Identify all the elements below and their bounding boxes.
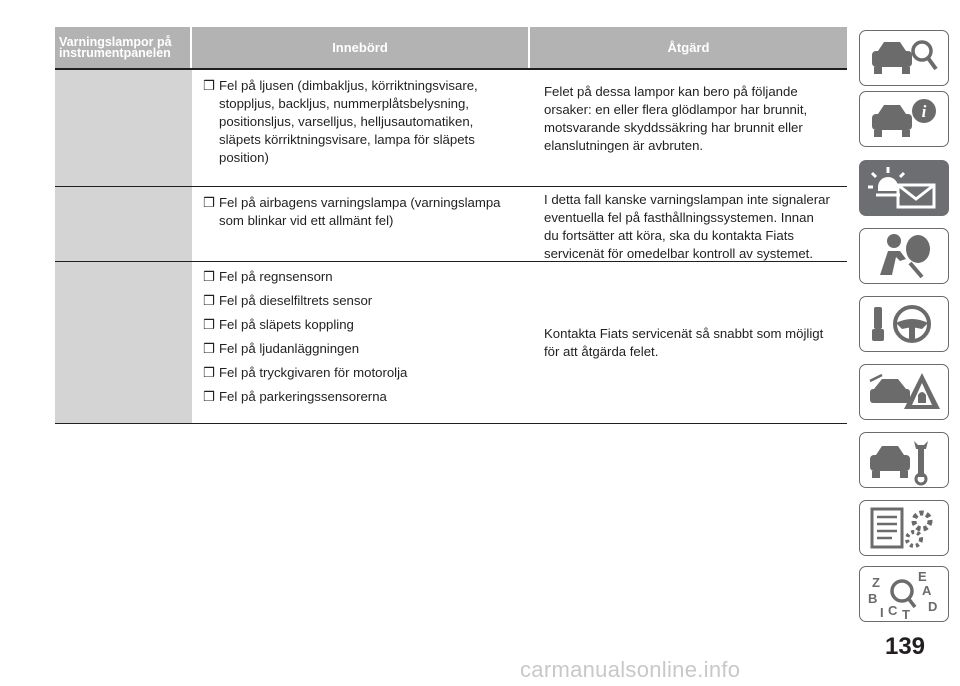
section-tab[interactable] bbox=[859, 432, 949, 488]
text-line: elanslutningen är avbruten. bbox=[544, 138, 704, 153]
airbag-person-icon bbox=[860, 229, 948, 283]
text-line: Fel på ljudanläggningen bbox=[219, 341, 360, 356]
meaning-text bbox=[219, 388, 387, 406]
text-line: servicenät för omedelbar kontroll av systemet. bbox=[544, 246, 813, 261]
text-line: orsaker: en eller flera glödlampor har brunnit, bbox=[544, 102, 808, 117]
header-warning-lights: Varningslampor på instrumentpanelen bbox=[59, 34, 172, 60]
svg-text:D: D bbox=[928, 599, 938, 614]
text-line: Fel på dieselfiltrets sensor bbox=[219, 293, 373, 308]
svg-text:T: T bbox=[902, 607, 910, 621]
warning-light-cell bbox=[55, 262, 192, 423]
meaning-text bbox=[219, 77, 478, 167]
alphabet-index-icon bbox=[860, 567, 948, 621]
section-tab[interactable] bbox=[859, 160, 949, 216]
text-line: Fel på tryckgivaren för motorolja bbox=[219, 365, 408, 380]
action-cell bbox=[544, 83, 849, 155]
car-wrench-icon bbox=[860, 433, 948, 487]
car-warning-triangle-icon bbox=[860, 365, 948, 419]
meaning-item bbox=[203, 340, 533, 358]
checkbox-bullet-icon: ❒ bbox=[203, 389, 215, 404]
meaning-item bbox=[203, 364, 533, 382]
meaning-item bbox=[203, 388, 533, 406]
meaning-item bbox=[203, 77, 533, 167]
text-line: Kontakta Fiats servicenät så snabbt som möjligt bbox=[544, 325, 824, 341]
section-tab[interactable] bbox=[859, 296, 949, 352]
text-line: Fel på airbagens varningslampa (varningslampa bbox=[219, 195, 501, 210]
text-line: positionsljus, varselljus, helljusautomatiken, bbox=[219, 114, 474, 129]
meaning-text bbox=[219, 340, 359, 358]
text-line: eventuella fel på fasthållningssystemen. Innan bbox=[544, 210, 814, 225]
action-cell bbox=[544, 191, 849, 263]
meaning-item bbox=[203, 194, 533, 230]
meaning-cell bbox=[203, 268, 533, 412]
warning-light-cell bbox=[55, 187, 192, 261]
text-line: motsvarande skyddssäkring har brunnit eller bbox=[544, 120, 803, 135]
svg-text:i: i bbox=[921, 102, 927, 121]
checkbox-bullet-icon: ❒ bbox=[203, 365, 215, 380]
text-line: som blinkar vid ett allmänt fel) bbox=[219, 213, 394, 228]
table-row bbox=[55, 262, 847, 424]
text-line: Fel på släpets koppling bbox=[219, 317, 354, 332]
text-line: Fel på parkeringssensorerna bbox=[219, 389, 387, 404]
text-line: för att åtgärda felet. bbox=[544, 343, 659, 359]
meaning-item bbox=[203, 268, 533, 286]
table-row bbox=[55, 187, 847, 262]
meaning-text bbox=[219, 292, 372, 310]
checkbox-bullet-icon: ❒ bbox=[203, 195, 215, 210]
steering-wheel-key-icon bbox=[860, 297, 948, 351]
table-row bbox=[55, 70, 847, 187]
checkbox-bullet-icon: ❒ bbox=[203, 78, 215, 93]
text-line: position) bbox=[219, 150, 269, 165]
section-tab[interactable] bbox=[859, 30, 949, 86]
warning-light-message-icon bbox=[860, 161, 948, 215]
header-meaning: Innebörd bbox=[332, 40, 388, 55]
svg-text:Z: Z bbox=[872, 575, 880, 590]
watermark: carmanualsonline.info bbox=[520, 657, 741, 682]
svg-text:A: A bbox=[922, 583, 932, 598]
warning-light-cell bbox=[55, 70, 192, 186]
svg-text:E: E bbox=[918, 569, 927, 584]
warning-lights-table bbox=[55, 27, 847, 424]
text-line: stoppljus, backljus, nummerplåtsbelysning, bbox=[219, 96, 469, 111]
svg-text:B: B bbox=[868, 591, 878, 606]
table-header bbox=[55, 27, 847, 70]
svg-text:I: I bbox=[880, 605, 884, 620]
checkbox-bullet-icon: ❒ bbox=[203, 341, 215, 356]
section-tab[interactable] bbox=[859, 228, 949, 284]
checkbox-bullet-icon: ❒ bbox=[203, 293, 215, 308]
car-info-icon bbox=[860, 92, 948, 146]
section-tab[interactable] bbox=[859, 500, 949, 556]
meaning-text bbox=[219, 364, 407, 382]
specs-list-gears-icon bbox=[860, 501, 948, 555]
section-tab[interactable] bbox=[859, 364, 949, 420]
text-line: Fel på ljusen (dimbakljus, körriktningsvisare, bbox=[219, 78, 478, 93]
text-line: I detta fall kanske varningslampan inte signalerar bbox=[544, 192, 830, 207]
text-line: släpets körriktningsvisare, lampa för släpets bbox=[219, 132, 475, 147]
section-tab[interactable] bbox=[859, 91, 949, 147]
meaning-text bbox=[219, 316, 354, 334]
meaning-text bbox=[219, 268, 333, 286]
meaning-item bbox=[203, 316, 533, 334]
page-number: 139 bbox=[884, 633, 926, 660]
text-line: Felet på dessa lampor kan bero på följande bbox=[544, 84, 798, 99]
action-cell bbox=[544, 325, 849, 361]
section-tab[interactable] bbox=[859, 566, 949, 622]
meaning-cell bbox=[203, 77, 533, 167]
meaning-item bbox=[203, 292, 533, 310]
meaning-cell bbox=[203, 194, 533, 230]
car-search-icon bbox=[860, 31, 948, 85]
checkbox-bullet-icon: ❒ bbox=[203, 269, 215, 284]
svg-text:C: C bbox=[888, 603, 898, 618]
text-line: Fel på regnsensorn bbox=[219, 269, 333, 284]
header-action: Åtgärd bbox=[667, 40, 710, 55]
text-line: du fortsätter att köra, ska du kontakta Fiats bbox=[544, 228, 794, 243]
checkbox-bullet-icon: ❒ bbox=[203, 317, 215, 332]
meaning-text bbox=[219, 194, 500, 230]
